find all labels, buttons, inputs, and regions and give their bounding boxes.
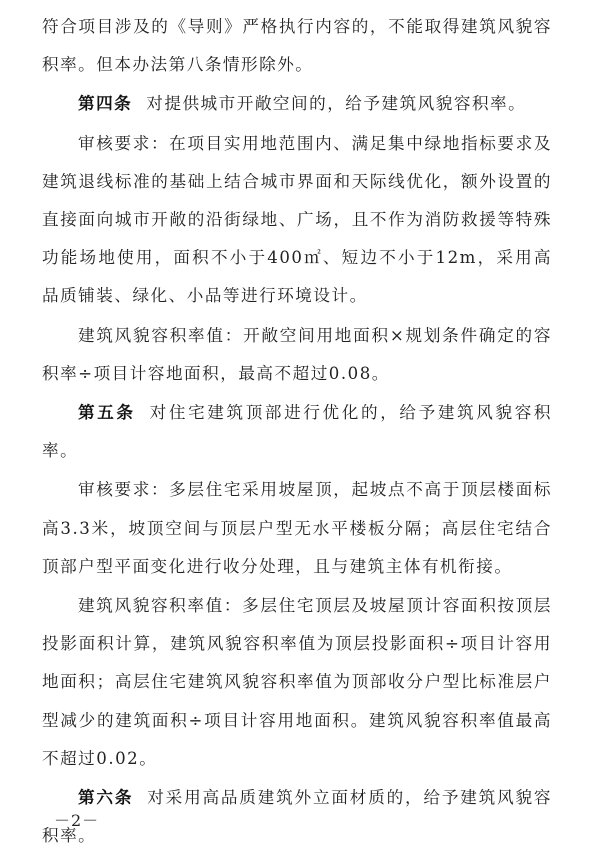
paragraph-text: 对采用高品质建筑外立面材质的，给予建筑风貌容积率。 — [42, 788, 553, 846]
paragraph-text: 对提供城市开敞空间的，给予建筑风貌容积率。 — [146, 94, 527, 114]
article-5-far-value — [42, 587, 552, 778]
paragraph-text: 对住宅建筑顶部进行优化的，给予建筑风貌容积率。 — [42, 403, 552, 461]
paragraph-text: 建筑风貌容积率值：多层住宅顶层及坡屋顶计容面积按顶层投影面积计算，建筑风貌容积率值为顶层投影面积÷项目计容用地面积；高层住宅建筑风貌容积率值为顶部收分户型比标准层户型减少的建筑面积÷项目计容用地面积。建筑风貌容积率值最高不超过0.02。 — [42, 596, 552, 768]
article-5-heading-paragraph — [42, 394, 552, 470]
paragraph-text: 符合项目涉及的《导则》严格执行内容的，不能取得建筑风貌容积率。但本办法第八条情形除外。 — [42, 17, 552, 75]
article-6-heading-paragraph — [42, 779, 552, 855]
article-4-review-requirements — [42, 125, 552, 316]
article-5-review-requirements — [42, 471, 552, 586]
article-5-label: 第五条 — [78, 403, 136, 423]
article-4-heading-paragraph — [42, 85, 552, 123]
paragraph-text: 建筑风貌容积率值：开敞空间用地面积×规划条件确定的容积率÷项目计容地面积，最高不超过0.08。 — [42, 325, 552, 383]
article-4-label: 第四条 — [78, 94, 133, 114]
page-number: －2－ — [54, 811, 100, 830]
paragraph-text: 审核要求：多层住宅采用坡屋顶，起坡点不高于顶层楼面标高3.3米，坡顶空间与顶层户型无水平楼板分隔；高层住宅结合顶部户型平面变化进行收分处理，且与建筑主体有机衔接。 — [42, 480, 552, 576]
article-6-label: 第六条 — [78, 788, 134, 808]
document-body — [42, 8, 552, 855]
paragraph-text: 审核要求：在项目实用地范围内、满足集中绿地指标要求及建筑退线标准的基础上结合城市界面和天际线优化，额外设置的直接面向城市开敞的沿街绿地、广场，且不作为消防救援等特殊功能场地使用，面积不小于400㎡、短边不小于12m，采用高品质铺装、绿化、小品等进行环境设计。 — [42, 133, 552, 306]
paragraph-continuation — [42, 8, 552, 84]
article-4-far-value — [42, 317, 552, 393]
